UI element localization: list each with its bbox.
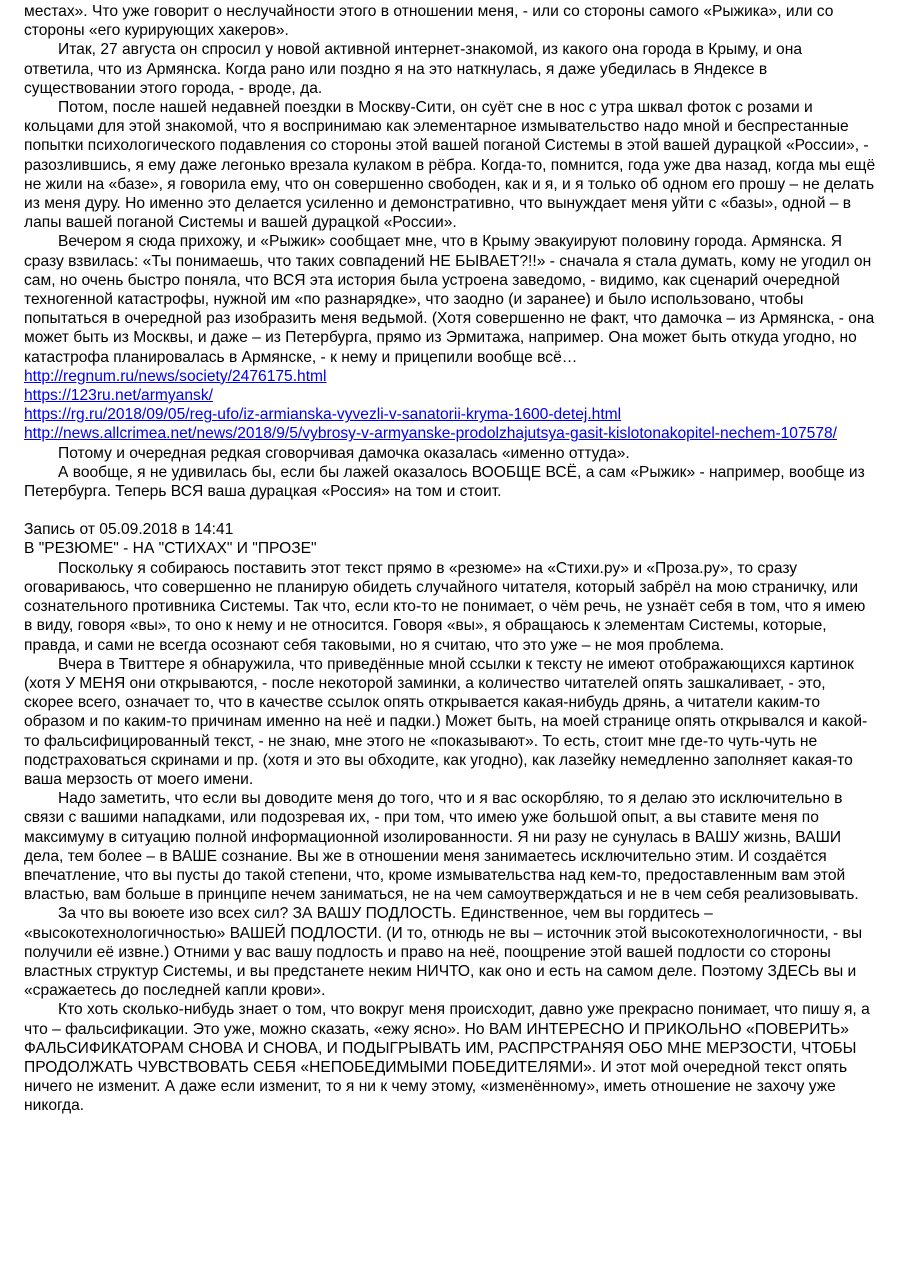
paragraph-continuation: местах». Что уже говорит о неслучайности этого в отношении меня, - или со стороны самого «Рыжика», или со стороны «его курирующих хакеров». <box>24 3 834 40</box>
link-regnum[interactable]: http://regnum.ru/news/society/2476175.html <box>24 367 327 385</box>
paragraph: Поскольку я собираюсь поставить этот текст прямо в «резюме» на «Стихи.ру» и «Проза.ру», то сразу оговариваюсь, что совершенно не планирую обидеть случайного читателя, который забрёл на мою страничку, или сознательного противника Системы. Так что, если кто-то не понимает, о чём речь, не узнаёт себя в том, что я имею в виду, говоря «вы», то оно к нему и не относится. Говоря «вы», я обращаюсь к элементам Системы, которые, правда, и сами не всегда осознают себя таковыми, но я считаю, что это уже – не моя проблема. <box>24 559 866 654</box>
entry-date: Запись от 05.09.2018 в 14:41 <box>24 521 234 539</box>
paragraph: Потом, после нашей недавней поездки в Москву-Сити, он суёт сне в нос с утра шквал фоток с розами и кольцами для этой знакомой, что я воспринимаю как элементарное измывательство надо мной и беспрестанные попытки психологического подавления со стороны этой вашей поганой Системы в этой вашей дурацкой «России», - разозлившись, я ему даже легонько врезала кулаком в рёбра. Когда-то, помнится, года уже два назад, когда мы ещё не жили на «базе», я говорила ему, что он совершенно свободен, как и я, и я только об одном его прошу – не делать из меня дуру. Но именно это делается усиленно и демонстративно, что вынуждает меня уйти с «базы», одной – в лапы вашей поганой Системы и вашей дурацкой «России». <box>24 99 876 232</box>
paragraph: Вечером я сюда прихожу, и «Рыжик» сообщает мне, что в Крыму эвакуируют половину города. Армянска. Я сразу взвилась: «Ты понимаешь, что таких совпадений НЕ БЫВАЕТ?!!» - сначала я стала думать, кому не угодил он сам, но очень быстро поняла, что ВСЯ эта история была устроена заведомо, - видимо, как сценарий очередной техногенной катастрофы, нужной им «по разнарядке», что заодно (и заранее) и было использовано, чтобы попытаться в очередной раз изобразить меня ведьмой. (Хотя совершенно не факт, что дамочка – из Армянска, - она может быть из Москвы, и даже – из Петербурга, прямо из Эрмитажа, например. Она может быть откуда угодно, но катастрофа планировалась в Армянске, - к нему и прицепили вообще всё… <box>24 233 875 366</box>
paragraph: Итак, 27 августа он спросил у новой активной интернет-знакомой, из какого она города в Крыму, и она ответила, что из Армянска. Когда рано или поздно я на это наткнулась, я даже убедилась в Яндексе в существовании этого города, - вроде, да. <box>24 41 803 97</box>
paragraph: Потому и очередная редкая сговорчивая дамочка оказалась «именно оттуда». <box>58 444 630 462</box>
paragraph: А вообще, я не удивилась бы, если бы лажей оказалось ВООБЩЕ ВСЁ, а сам «Рыжик» - например, вообще из Петербурга. Теперь ВСЯ ваша дурацкая «Россия» на том и стоит. <box>24 463 865 501</box>
paragraph: За что вы воюете изо всех сил? ЗА ВАШУ ПОДЛОСТЬ. Единственное, чем вы гордитесь – «высокотехнологичностью» ВАШЕЙ ПОДЛОСТИ. (И то, отнюдь не вы – источник этой высокотехнологичности, - вы получили её извне.) Отними у вас вашу подлость и право на неё, поощрение этой вашей подлости со стороны властных структур Системы, и вы предстанете неким НИЧТО, как оно и есть на самом деле. Поэтому ЗДЕСЬ вы и «сражаетесь до последней капли крови». <box>24 905 863 1000</box>
link-allcrimea[interactable]: http://news.allcrimea.net/news/2018/9/5/vybrosy-v-armyanske-prodolzhajutsya-gasit-kislotonakopitel-nechem-107578/ <box>24 425 838 443</box>
entry-title: В "РЕЗЮМЕ" - НА "СТИХАХ" И "ПРОЗЕ" <box>24 540 317 558</box>
spacer <box>24 501 876 520</box>
link-rg[interactable]: https://rg.ru/2018/09/05/reg-ufo/iz-armianska-vyvezli-v-sanatorii-kryma-1600-detej.html <box>24 406 622 424</box>
paragraph: Вчера в Твиттере я обнаружила, что приведённые мной ссылки к тексту не имеют отображающихся картинок (хотя У МЕНЯ они открываются, - после некоторой заминки, а количество читателей опять зашкаливает, - это, скорее всего, означает то, что в качестве ссылок опять открывается какая-нибудь дрянь, а читатели каким-то образом и по каким-то причинам именно на неё и падки.) Может быть, на моей странице опять открывался и какой-то фальсифицированный текст, - не знаю, мне этого не «показывают». То есть, стоит мне где-то чуть-чуть не подстраховаться скринами и пр. (хотя и это вы обходите, как угодно), как лазейку немедленно заполняет какая-то ваша мерзость от моего имени. <box>24 655 868 788</box>
paragraph: Кто хоть сколько-нибудь знает о том, что вокруг меня происходит, давно уже прекрасно понимает, что пишу я, а что – фальсификации. Это уже, можно сказать, «ежу ясно». Но ВАМ ИНТЕРЕСНО И ПРИКОЛЬНО «ПОВЕРИТЬ» ФАЛЬСИФИКАТОРАМ СНОВА И СНОВА, И ПОДЫГРЫВАТЬ ИМ, РАСПРСТРАНЯЯ ОБО МНЕ МЕРЗОСТИ, ЧТОБЫ ПРОДОЛЖАТЬ ЧУВСТВОВАТЬ СЕБЯ «НЕПОБЕДИМЫМИ ПОБЕДИТЕЛЯМИ». И этот мой очередной текст опять ничего не изменит. А даже если изменит, то я ни к чему этому, «изменённому», иметь отношение не захочу уже никогда. <box>24 1001 870 1115</box>
link-123ru[interactable]: https://123ru.net/armyansk/ <box>24 387 213 405</box>
paragraph: Надо заметить, что если вы доводите меня до того, что и я вас оскорбляю, то я делаю это исключительно в связи с вашими нападками, или подозревая их, - при том, что имею уже большой опыт, а вы ставите меня по максимуму в ситуацию полной информационной изолированности. Я ни разу не сунулась в ВАШУ жизнь, ВАШИ дела, тем более – в ВАШЕ сознание. Вы же в отношении меня занимаетесь исключительно этим. И создаётся впечатление, что вы пусты до такой степени, что, кроме измывательства над кем-то, предоставленным вам этой властью, вам больше в принципе нечем заниматься, не на чем самоутверждаться и не в чем себя реализовывать. <box>24 790 859 904</box>
